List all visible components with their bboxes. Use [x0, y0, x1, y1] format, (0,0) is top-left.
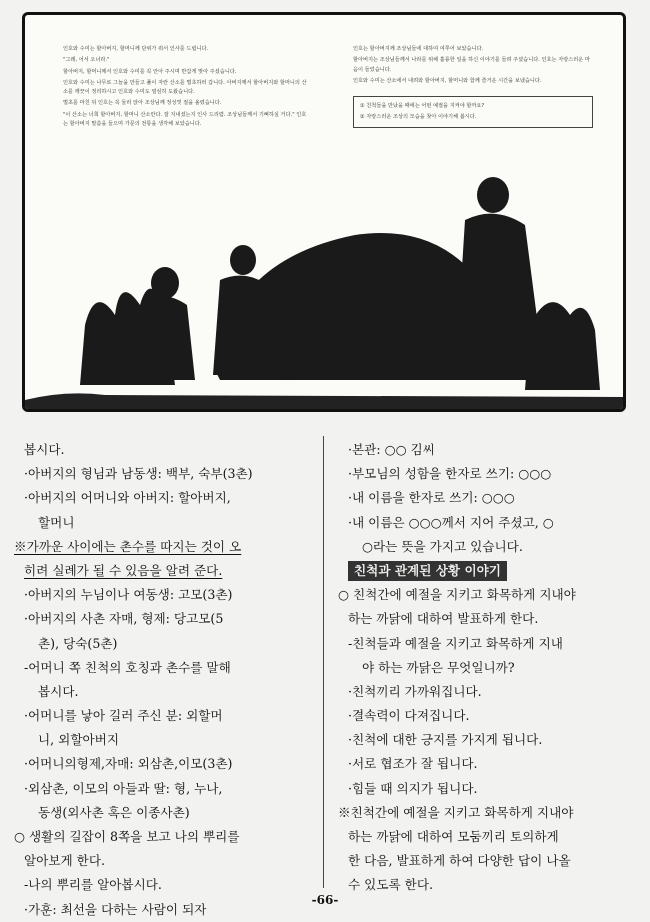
text-line: 동생(외사촌 혹은 이종사촌) [38, 804, 190, 820]
panel-paragraph: "이 산소는 너희 할아버지, 할머니 산소란다. 잘 지내셨는지 인사 드리렴. 조상님들께서 기뻐하실 거다." 인호는 할아버지 말씀을 들으며 가문의 전통을 생각해 보았습니다. [63, 111, 307, 128]
note-line: ※가까운 사이에는 촌수를 따지는 것이 오 [14, 538, 242, 554]
text-line: 한 다음, 발표하게 하여 다양한 답이 나올 [348, 853, 571, 869]
text-line: ○ 생활의 길잡이 8쪽을 보고 나의 뿌리를 [14, 829, 240, 844]
text-line: 수 있도록 한다. [348, 877, 434, 893]
panel-paragraph: 벌초를 마친 뒤 인호는 꼭 둘러 앉아 조상님께 정성껏 절을 올렸습니다. [63, 100, 222, 107]
text-line: ·어머니를 낳아 길러 주신 분: 외할머 [24, 708, 223, 724]
text-line: ·어머니의형제,자매: 외삼촌,이모(3촌) [24, 756, 233, 772]
text-line: ·아버지의 형님과 남동생: 백부, 숙부(3촌) [24, 466, 253, 482]
text-line: 하는 까닭에 대하여 모둠끼리 토의하게 [348, 829, 559, 844]
panel-paragraph: 인호와 수미는 산소에서 내려와 할아버지, 할머니와 함께 즐거운 시간을 보냈습니다. [353, 77, 542, 84]
text-line: ○ 친척간에 예절을 지키고 화목하게 지내야 [338, 587, 576, 603]
text-line: ·내 이름은 ○○○께서 지어 주셨고, ○ [348, 514, 554, 530]
family-visiting-grave-illustration [25, 165, 626, 412]
column-divider [323, 436, 324, 888]
text-line: 봅시다. [24, 442, 65, 457]
text-line: ·결속력이 다져집니다. [348, 708, 470, 724]
text-line: -어머니 쪽 친척의 호칭과 촌수를 말해 [24, 659, 231, 675]
right-text-column [338, 438, 630, 898]
section-heading: 친척과 관계된 상황 이야기 [348, 561, 507, 581]
text-line: ·아버지의 누님이나 여동생: 고모(3촌) [24, 587, 233, 603]
discussion-questions-box [353, 96, 593, 128]
discussion-question: ① 친척들을 만났을 때에는 어떤 예절을 지켜야 할까요? [360, 103, 485, 110]
text-line: ·아버지의 어머니와 아버지: 할아버지, [24, 490, 231, 506]
text-line: -친척들과 예절을 지키고 화목하게 지내 [348, 635, 563, 651]
text-line: ·힘들 때 의지가 됩니다. [348, 780, 478, 796]
text-line: ·외삼촌, 이모의 아들과 딸: 형, 누나, [24, 780, 223, 796]
panel-paragraph: 인호와 수미는 할아버지, 할머니께 단위가 줘서 인사를 드립니다. [63, 46, 209, 52]
text-line: ·아버지의 사촌 자매, 형제: 당고모(5 [24, 611, 224, 627]
note-line: 히려 실례가 될 수 있음을 알려 준다. [24, 562, 223, 578]
panel-paragraph: 인호와 수미는 나무로 그늘을 만들고 풀이 자란 산소를 벌초하러 갑니다. 아버지께서 할아버지와 할머니의 산소를 깨끗이 정리하시고 인호와 수미도 열심히 도왔습니다. [63, 79, 307, 96]
text-line: ·부모님의 성함을 한자로 쓰기: ○○○ [348, 466, 552, 482]
panel-story-right [353, 45, 593, 128]
panel-paragraph: 인호는 할아버지께 조상님들에 대하여 여쭈어 보았습니다. [353, 46, 484, 52]
text-line: -나의 뿌리를 알아봅시다. [24, 877, 162, 893]
text-line: 봅시다. [38, 683, 79, 699]
panel-paragraph: "그래, 어서 오너라." [63, 57, 110, 64]
text-line: 야 하는 까닭은 무엇일니까? [362, 659, 515, 675]
page-number: -66- [311, 893, 339, 907]
text-line: 하는 까닭에 대하여 발표하게 한다. [348, 611, 539, 627]
text-line: ·친척에 대한 긍지를 가지게 됩니다. [348, 732, 543, 748]
text-line: ·가훈: 최선을 다하는 사람이 되자 [24, 901, 207, 917]
story-illustration-panel [22, 12, 626, 412]
text-line: 알아보게 한다. [24, 853, 105, 869]
text-line: 할머니 [38, 514, 75, 530]
panel-paragraph: 할아버지는 조상님들께서 나라를 위해 훌륭한 일을 하신 이야기를 들려 주셨습니다. 인호는 자랑스러운 마음이 들었습니다. [353, 57, 590, 73]
text-line: 니, 외할아버지 [38, 732, 119, 748]
text-line: 촌), 당숙(5촌) [38, 635, 118, 651]
text-line: ·친척끼리 가까워집니다. [348, 683, 482, 699]
left-text-column [14, 438, 306, 922]
text-line: ○라는 뜻을 가지고 있습니다. [362, 538, 523, 554]
panel-story-left [63, 45, 308, 131]
text-line: ·서로 협조가 잘 됩니다. [348, 756, 478, 772]
discussion-question: ② 자랑스러운 조상의 모습을 찾아 이야기해 봅시다. [360, 114, 477, 121]
panel-paragraph: 할아버지, 할머니께서 인호와 수미를 꼭 안아 주시며 반갑게 맞아 주셨습니다. [63, 68, 237, 75]
text-line: ※친척간에 예절을 지키고 화목하게 지내야 [338, 804, 574, 820]
section-heading-row [338, 559, 630, 583]
text-line: ·본관: ○○ 김씨 [348, 442, 435, 457]
text-line: ·내 이름을 한자로 쓰기: ○○○ [348, 490, 515, 506]
